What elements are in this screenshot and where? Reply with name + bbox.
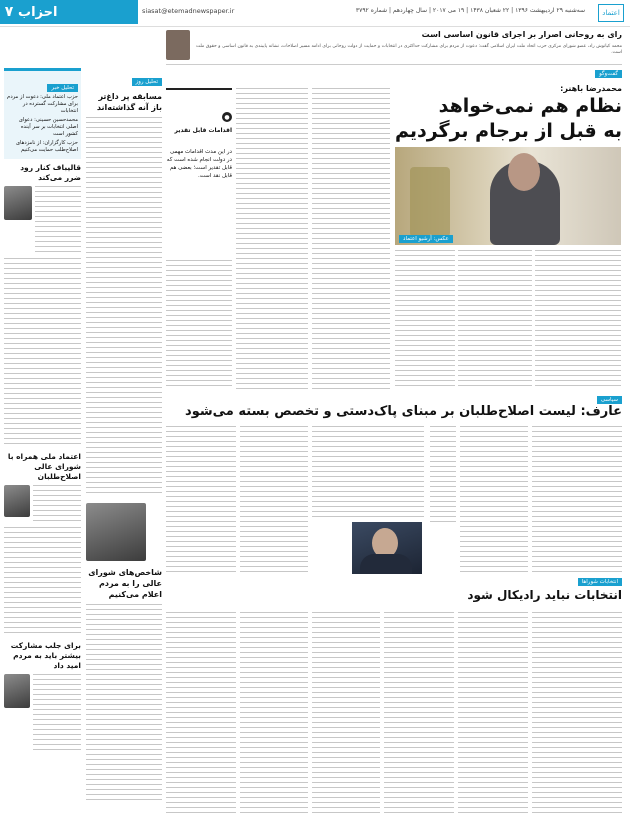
main-headline-line1: نظام هم نمی‌خواهد <box>438 95 622 117</box>
left-row <box>4 186 81 256</box>
middle-text-2 <box>86 604 162 804</box>
third-text-col-3 <box>384 612 454 816</box>
photo-caption: عکس: آرشیو اعتماد <box>399 235 453 243</box>
bulletin-item: حزب کارگزاران: از نامزدهای اصلاح‌طلب حمایت می‌کنیم <box>15 140 78 153</box>
main-story-tag: گفت‌وگو <box>595 70 622 78</box>
main-story-photo <box>395 147 621 245</box>
third-text-col-2 <box>458 612 528 816</box>
person-figure <box>360 554 412 574</box>
middle-photo <box>86 503 146 561</box>
page-number: ۷ <box>0 0 18 24</box>
third-story-tag: انتخابات شوراها <box>578 578 622 586</box>
left-row-3 <box>4 674 81 754</box>
left-text-3 <box>33 485 81 525</box>
second-text-col-5 <box>240 426 308 574</box>
plant-shape <box>410 167 450 237</box>
left-text-2 <box>4 258 81 448</box>
third-text-col-5 <box>240 612 308 816</box>
dateline: سه‌شنبه ۲۹ اردیبهشت ۱۳۹۶ | ۲۲ شعبان ۱۴۳۸ | ۱۹ می ۲۰۱۷ | سال چهاردهم | شماره ۳۷۹۲ <box>355 7 585 14</box>
avatar <box>166 30 190 60</box>
main-headline-block <box>382 94 622 144</box>
middle-headline-1: مسابقه پر داغ‌تر باز آنه گذاشته‌اند <box>96 92 162 112</box>
bulletin-item: حزب اعتماد ملی: دعوت از مردم برای مشارکت گسترده در انتخابات <box>7 94 78 114</box>
second-story-headline: عارف: لیست اصلاح‌طلبان بر مبنای پاک‌دستی و تخصص بسته می‌شود <box>185 404 622 419</box>
strip-body: محمد کیانوش راد، عضو شورای مرکزی حزب اتحاد ملت ایران اسلامی گفت: دعوت از مردم برای مشارکت حداکثری در انتخابات و حمایت از دولت روحانی برای ادامه مسیر اصلاحات، نشانه پایبندی به قانون اساسی و حقوق ملت است. <box>196 43 622 55</box>
second-text-col-4 <box>312 426 424 518</box>
avatar <box>4 674 30 708</box>
third-text-col-4 <box>312 612 380 816</box>
middle-column <box>86 68 162 816</box>
bulletin-box <box>4 68 81 159</box>
third-text-col-1 <box>532 612 622 816</box>
main-headline-line2: به قبل از برجام برگردیم <box>394 120 622 142</box>
main-text-col-5 <box>236 88 308 390</box>
second-text-col-6 <box>166 426 236 574</box>
second-story-tag: سیاسی <box>597 396 622 404</box>
top-bar <box>0 0 630 27</box>
section-title: احزاب <box>18 0 138 24</box>
left-text <box>35 186 81 256</box>
second-text-col-3 <box>430 426 456 522</box>
avatar <box>4 485 30 517</box>
main-text-col-6 <box>166 260 232 390</box>
left-column-tag: تحلیل خبر <box>47 84 78 92</box>
middle-column-tag: تحلیل روز <box>132 78 162 86</box>
side-box <box>166 88 232 258</box>
left-headline-2: اعتماد ملی همراه با شورای عالی اصلاح‌طلبان <box>7 452 81 481</box>
top-news-strip <box>166 30 622 65</box>
quote-icon: ● <box>222 112 232 122</box>
person-head <box>508 153 540 191</box>
left-text-4 <box>4 527 81 637</box>
main-text-col-4 <box>312 88 390 390</box>
main-text-col-2 <box>458 250 532 390</box>
second-story-photo <box>352 522 422 574</box>
main-text-col-3 <box>395 250 455 390</box>
strip-headline: رای به روحانی اصرار بر اجرای قانون اساسی است <box>421 30 622 39</box>
main-text-col-1 <box>535 250 621 390</box>
left-column <box>4 68 81 816</box>
left-text-5 <box>33 674 81 754</box>
third-text-col-6 <box>166 612 236 816</box>
main-story-kicker: محمدرضا باهنر: <box>560 84 622 93</box>
middle-text-1 <box>86 117 162 497</box>
side-box-heading: اقدامات قابل تقدیر <box>174 127 232 134</box>
avatar <box>4 186 32 220</box>
newspaper-logo: اعتماد <box>598 4 624 22</box>
left-headline-3: برای جلب مشارکت بیشتر باید به مردم امید داد <box>10 641 81 670</box>
side-box-text: در این مدت اقدامات مهمی در دولت انجام شده است که قابل تقدیر است؛ بعضی هم قابل نقد است. <box>166 149 232 179</box>
second-text-col-1 <box>532 426 622 574</box>
second-text-col-2 <box>460 426 528 574</box>
left-headline-1: قالیباف کنار رود ضرر می‌کند <box>20 163 81 182</box>
bulletin-item: محمدحسین حسینی: دعوای اصلی انتخابات بر سر آینده کشور است <box>18 117 78 137</box>
left-row-2 <box>4 485 81 525</box>
middle-headline-2: شاخص‌های شورای عالی را به مردم اعلام می‌کنیم <box>88 568 162 599</box>
third-story-headline: انتخابات نباید رادیکال شود <box>467 588 622 602</box>
section-email[interactable]: siasat@etemadnewspaper.ir <box>142 7 235 15</box>
